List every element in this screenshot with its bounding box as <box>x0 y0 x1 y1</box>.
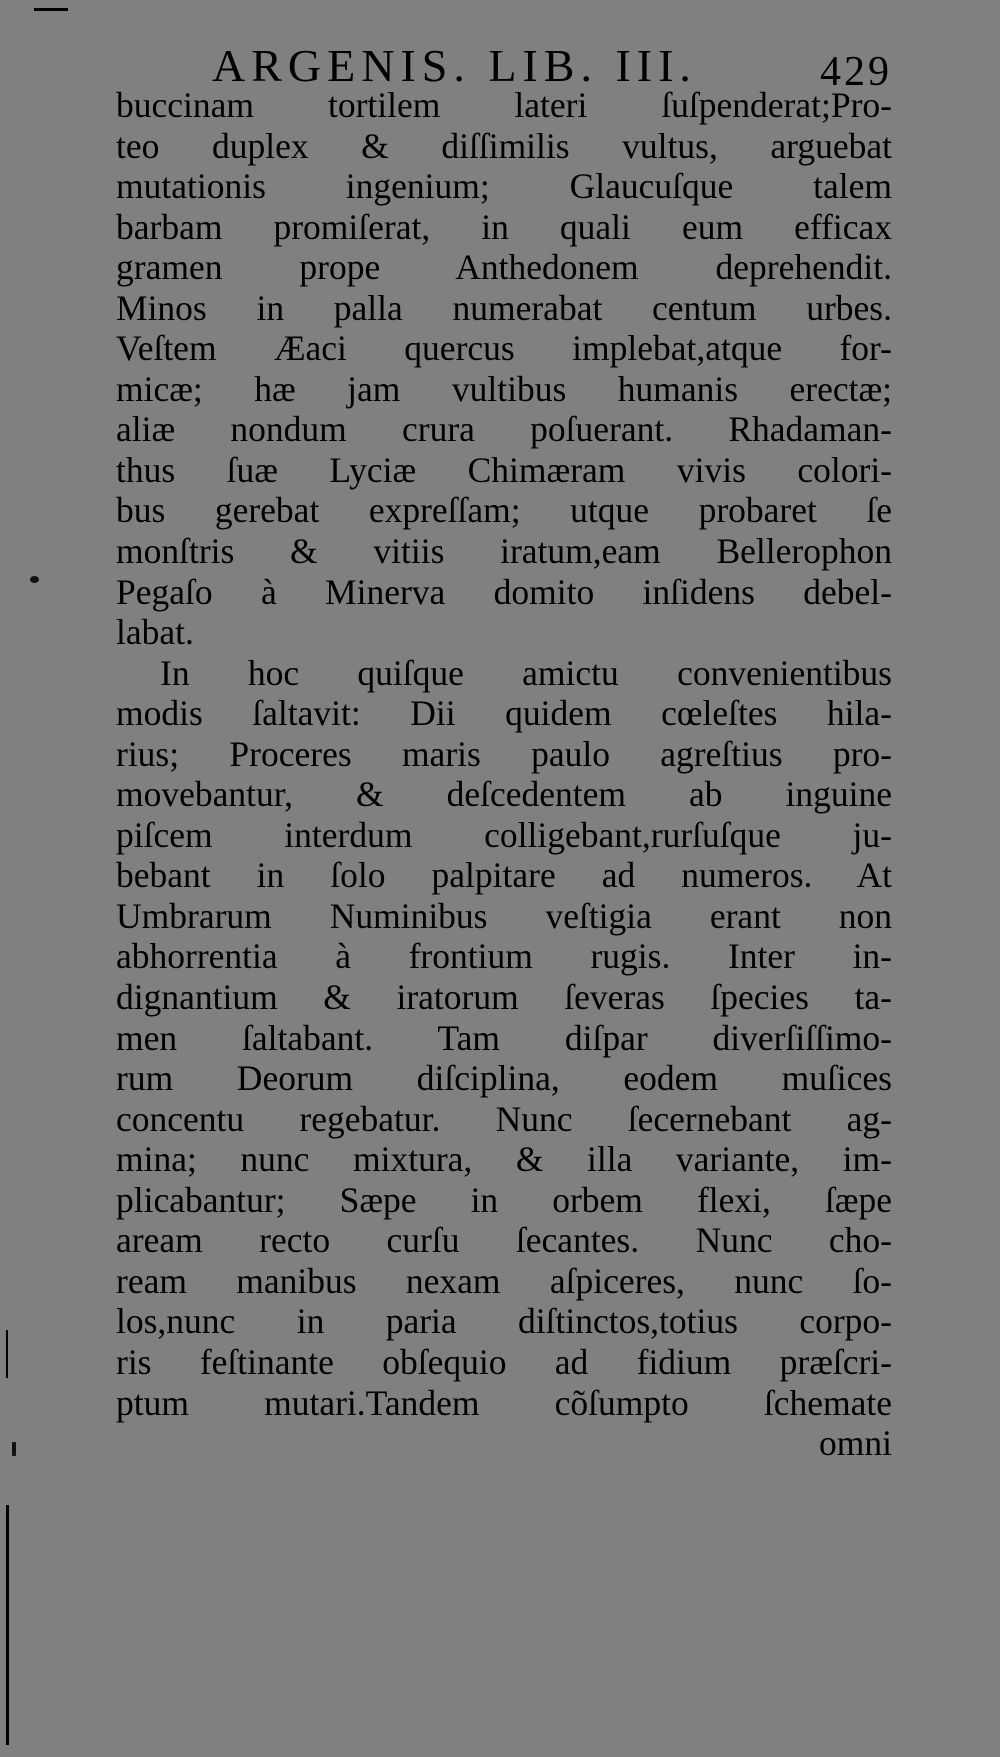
text-line: piſcem interdum colligebant,rurſuſque ju- <box>116 814 892 855</box>
text-line: Pegaſo à Minerva domito inſidens debel- <box>116 571 892 612</box>
text-line: Veſtem Æaci quercus implebat,atque for- <box>116 328 892 369</box>
text-line: ptum mutari.Tandem cõſumpto ſchemate <box>116 1382 892 1423</box>
margin-speck <box>30 576 39 583</box>
text-line: buccinam tortilem lateri ſuſpenderat;Pro- <box>116 85 892 125</box>
text-line: ream manibus nexam aſpiceres, nunc ſo- <box>116 1260 892 1301</box>
text-line: ris feſtinante obſequio ad fidium præſcri- <box>116 1341 892 1382</box>
text-line: teo duplex & diſſimilis vultus, arguebat <box>116 125 892 166</box>
text-line: movebantur, & deſcedentem ab inguine <box>116 774 892 815</box>
text-line: aliæ nondum crura poſuerant. Rhadaman- <box>116 409 892 450</box>
margin-speck <box>12 1442 16 1456</box>
text-line: rum Deorum diſciplina, eodem muſices <box>116 1058 892 1099</box>
text-line: abhorrentia à frontium rugis. Inter in- <box>116 936 892 977</box>
text-line: monſtris & vitiis iratum,eam Bellerophon <box>116 531 892 572</box>
text-line: concentu regebatur. Nunc ſecernebant ag- <box>116 1098 892 1139</box>
text-line: Minos in palla numerabat centum urbes. <box>116 287 892 328</box>
catchword: omni <box>819 1423 892 1464</box>
text-line: bus gerebat expreſſam; utque probaret ſe <box>116 490 892 531</box>
page-header <box>112 30 892 95</box>
text-line: bebant in ſolo palpitare ad numeros. At <box>116 855 892 896</box>
text-line: dignantium & iratorum ſeveras ſpecies ta- <box>116 977 892 1018</box>
text-line: micæ; hæ jam vultibus humanis erectæ; <box>116 368 892 409</box>
page-number: 429 <box>820 49 892 95</box>
text-line: aream recto curſu ſecantes. Nunc cho- <box>116 1220 892 1261</box>
running-head: ARGENIS. LIB. III. <box>212 40 697 91</box>
scan-mark-top-left <box>34 8 68 11</box>
text-line: thus ſuæ Lyciæ Chimæram vivis colori- <box>116 449 892 490</box>
text-line: men ſaltabant. Tam diſpar diverſiſſimo- <box>116 1017 892 1058</box>
text-line: modis ſaltavit: Dii quidem cœleſtes hila- <box>116 693 892 734</box>
margin-tick-left <box>6 1330 8 1378</box>
text-line: mina; nunc mixtura, & illa variante, im- <box>116 1139 892 1180</box>
margin-rule-left <box>6 1505 9 1745</box>
text-line: Umbrarum Numinibus veſtigia erant non <box>116 895 892 936</box>
text-line: los,nunc in paria diſtinctos,totius corpo- <box>116 1301 892 1342</box>
text-line: mutationis ingenium; Glaucuſque talem <box>116 166 892 207</box>
text-line: barbam promiſerat, in quali eum efficax <box>116 206 892 247</box>
text-line: rius; Proceres maris paulo agreſtius pro- <box>116 733 892 774</box>
text-line: labat. <box>116 612 194 653</box>
text-line: plicabantur; Sæpe in orbem flexi, ſæpe <box>116 1179 892 1220</box>
paragraph-first-line: In hoc quiſque amictu convenientibus <box>160 652 892 693</box>
text-line: gramen prope Anthedonem deprehendit. <box>116 247 892 288</box>
body-text <box>116 85 892 1464</box>
